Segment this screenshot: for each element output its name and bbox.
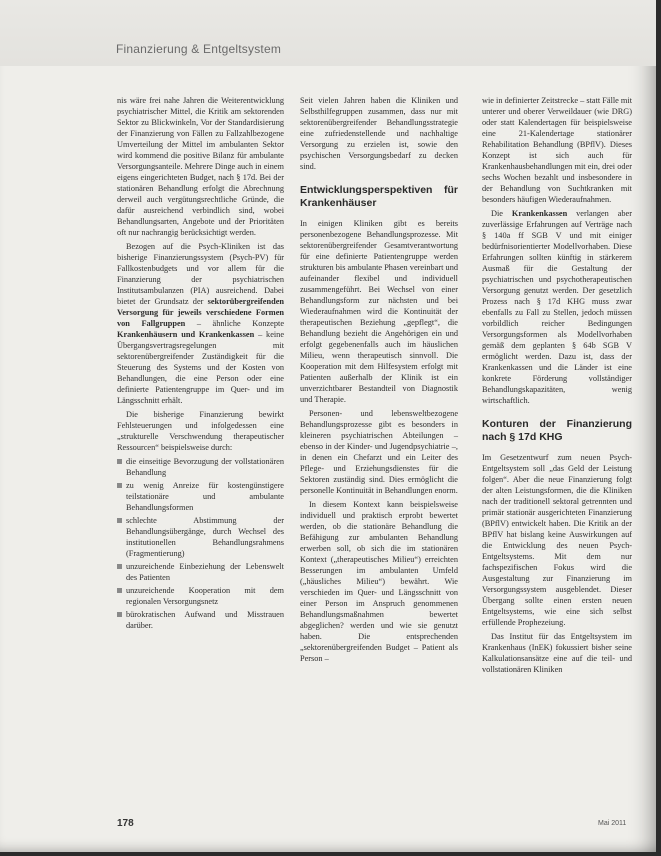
bold-term: sektorübergreifenden Versorgung für jeweils verschiedene Formen von Fallgruppen <box>117 297 284 328</box>
square-bullet-icon <box>117 612 122 617</box>
col2-paragraph-4: In diesem Kontext kann beispielsweise individuell und praktisch erprobt bewertet werden, ob die stationäre Behandlung die Befähigung zur ambulanten Behandlung erwerben soll, ob sich die im stationären Kontext („therapeutisches Milieu“) erreichten Besserungen im ambulanten Umfeld („häusliches Milieu“) bewährt. Wie verschieden im Quer- und Längsschnitt von einer Person im Anspruch genommenen Behandlungsmaßnahmen bewertet abgeglichen? werden und wie sie genutzt haben. Die entsprechenden „sektorenübergreifenden Budget – Patient als Person – <box>300 500 458 663</box>
section-heading: Konturen der Finanzierung nach § 17d KHG <box>482 418 632 443</box>
square-bullet-icon <box>117 564 122 569</box>
col1-paragraph-2: Bezogen auf die Psych-Kliniken ist das bisherige Finanzierungssystem (Psych-PV) für Fallkostenbudgets und vor allem für die Finanzierung der psychiatrischen Institutsambulanzen (PIA) ausreichend. Dabei bietet der Grundsatz der sektorübergreifenden Versorgung für jeweils verschiedene Formen von Fallgruppen – ähnliche Konzepte Krankenhäusern und Krankenkassen – keine Übergangsvertragsregelungen mit sektorenübergreifender Zuständigkeit für die Steuerung des Systems und der Kosten von Behandlungen, die eine Person oder eine definierte Patientengruppe im Quer- und im Längsschnitt erhält. <box>117 242 285 405</box>
list-item: schlechte Abstimmung der Behandlungsübergänge, durch Wechsel des institutionellen Behandlungsrahmens (Fragmentierung) <box>117 515 284 559</box>
col1-paragraph-3: Die bisherige Finanzierung bewirkt Fehlsteuerungen und infolgedessen eine „strukturelle Verschwendung therapeutischer Ressourcen“ beispielsweise durch: <box>117 410 284 452</box>
col3-paragraph-2: Die Krankenkassen verlangen aber zuverlässige Erfahrungen auf Verträge nach § 140a ff SGB V und mit einiger bedürfnisorientierter Modellvorhaben. Diese Erfahrungen sollten künftig in stärkerem Ausmaß für die Gestaltung der psychiatrischen und psychotherapeutischen Versorgung genutzt werden. Der gesetzlich Prozess nach § 17d KHG muss zwar ebenfalls zu Fall zu Stellen, jedoch müssen vorbildlich reicher Bedingungen Versorgungsformen als Modellvorhaben gemäß dem geplanten § 64b SGB V ermöglicht werden. Dazu ist, dass der Krankenkassen und die Länder ist eine konkrete Förderung vollständiger Behandlungskapazitäten, wenig wirtschaftlich. <box>482 209 632 405</box>
journal-issue: Mai 2011 <box>598 820 627 827</box>
column-3 <box>482 95 632 678</box>
square-bullet-icon <box>117 518 122 523</box>
column-1 <box>117 95 284 633</box>
list-item: die einseitige Bevorzugung der vollstationären Behandlung <box>117 456 284 478</box>
page-number: 178 <box>117 818 134 829</box>
col3-paragraph-1: wie in definierter Zeitstrecke – statt Fälle mit unterer und oberer Verweildauer (wie DRG) oder statt Kalendertagen für beispielsweise eine 21-Kalendertage stationärer Rehabilitation Behandlung (BPflV). Dieses Konzept ist sich auch für Krankenhausbehandlungen mit ein, drei oder sechs Wochen bezahlt und insbesondere in der Behandlung von Suchtkranken mit besonders häufigen Wiederaufnahmen. <box>482 96 632 204</box>
square-bullet-icon <box>117 588 122 593</box>
list-item: bürokratischen Aufwand und Misstrauen darüber. <box>117 609 284 631</box>
col2-paragraph-3: Personen- und lebensweltbezogene Behandlungsprozesse gibt es besonders in kleineren psychiatrischen Abteilungen – ebenso in der Kinder- und Jugendpsychiatrie –, in denen ein Chefarzt und ein Leiter des Pflege- und Erziehungsdienstes für die Sektoren zuständig sind. Dies ermöglicht die personelle Kontinuität in Behandlungen enorm. <box>300 409 458 495</box>
list-item: unzureichende Einbeziehung der Lebenswelt des Patienten <box>117 561 284 583</box>
header-band <box>0 0 656 66</box>
section-heading: Entwicklungsperspektiven für Krankenhäuser <box>300 184 458 209</box>
col2-paragraph-1: Seit vielen Jahren haben die Kliniken und Selbsthilfegruppen zusammen, dass nur mit sektorenübergreifender Behandlungsstrategie eine zufriedenstellende und nachhaltige Versorgung zu erzielen ist, sowie den psychischen Versorgungsbedarf zu decken sind. <box>300 96 458 171</box>
bold-term: Krankenhäusern und Krankenkassen <box>117 330 255 339</box>
running-header: Finanzierung & Entgeltsystem <box>116 42 282 56</box>
square-bullet-icon <box>117 483 122 488</box>
col3-paragraph-4: Das Institut für das Entgeltsystem im Krankenhaus (InEK) fokussiert bisher seine Kalkulationsansätze eine auf die teil- und vollstationären Kliniken <box>482 632 632 674</box>
list-item: unzureichende Kooperation mit dem regionalen Versorgungsnetz <box>117 585 284 607</box>
list-item: zu wenig Anreize für kostengünstigere teilstationäre und ambulante Behandlungsformen <box>117 480 284 513</box>
col3-paragraph-3: Im Gesetzentwurf zum neuen Psych-Entgeltsystem soll „das Geld der Leistung folgen“. Aber die neue Finanzierung folgt der alten Leistungsformen, die die Kliniken nach der traditionell sektoral getrennten und primär stationär ausgerichteten Finanzierung (BPflV) entwickelt haben. Die Kritik an der BPflV hat bislang keine Auswirkungen auf die Entwicklung des neuen Psych-Entgeltsystems. Mit dem nur fachspezifischen Fokus wird die Ausgestaltung zur Finanzierung im Versorgungssystem ausgeblendet. Dieser Übergang sollte einen ersten neuen Entgeltsystems, wie eine sich selbst erfüllende Prophezeiung. <box>482 453 632 627</box>
column-2 <box>300 95 458 667</box>
col1-paragraph-1: nis wäre frei nahe Jahren die Weiterentwicklung psychiatrischer Mittel, die Kritik am sektorenden Sektor zu Blickwinkeln, Vor der Standardisierung der Finanzierung von Fällen zu Fallzahlbezogene Umverteilung der Mittel im ambulanten Sektor wird kommend die positive Bilanz für ambulante Versorgungsanteile. Mehrere Dinge auch in einem eigens eingerichteten Budget, nach § 17d. Bei der stationären Behandlung erfolgt die Abrechnung derweil auch vergütungsrechtliche Gründe, die dafür ausreichend verbindlich sind, wobei Behandlungsarten, Angebote und der Prioritäten oft nur nachrangig berücksichtigt werden. <box>117 96 284 237</box>
square-bullet-icon <box>117 459 122 464</box>
col2-paragraph-2: In einigen Kliniken gibt es bereits personenbezogene Behandlungsprozesse. Mit sektorenübergreifender Gesamtverantwortung für eine definierte Patientengruppe werden strukturen bis ambulante Phasen vereinbart und aufeinander flexibel und individuell zusammengeführt. Bei Wechsel von einer Behandlungsform zur nächsten und bei Wiederaufnahmen wird die Kontinuität der therapeutischen Beziehung „gepflegt“, die Behandlung bezieht die Angehörigen ein und erfolgt gegebenenfalls auch im häuslichen Milieu, wenn therapeutisch sinnvoll. Die Kooperation mit dem Hilfesystem erfolgt mit Patienten außerhalb der Klinik ist ein unverzichtbarer Bestandteil von Diagnostik und Therapie. <box>300 219 458 404</box>
bold-term: Krankenkassen <box>511 209 568 218</box>
bullet-list <box>117 456 284 631</box>
